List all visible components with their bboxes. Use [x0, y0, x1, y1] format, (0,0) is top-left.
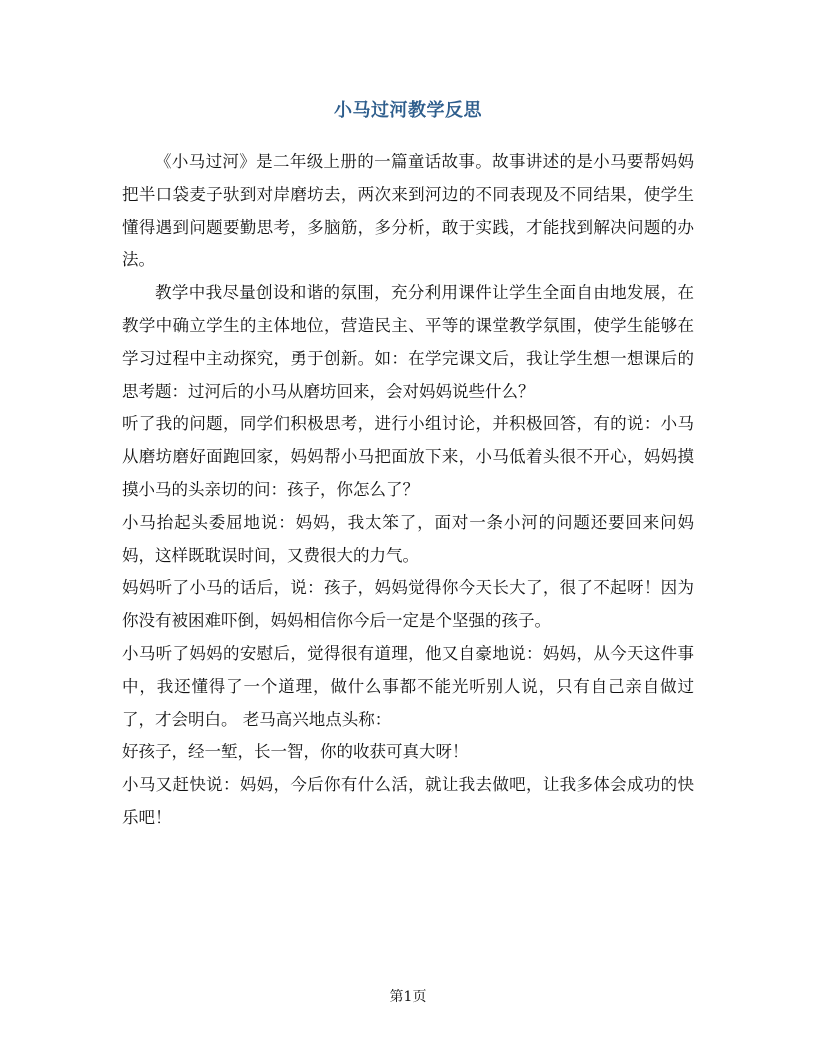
- page-number: 第1页: [389, 989, 427, 1005]
- paragraph-intro: 《小马过河》是二年级上册的一篇童话故事。故事讲述的是小马要帮妈妈把半口袋麦子驮到对岸磨坊去，两次来到河边的不同表现及不同结果，使学生懂得遇到问题要勤思考，多脑筋，多分析，敢于实践，才能找到解决问题的办法。: [122, 152, 694, 270]
- document-body: [122, 146, 694, 835]
- paragraph-pony-closing: 小马又赶快说：妈妈，今后你有什么活，就让我去做吧，让我多体会成功的快乐吧！: [122, 775, 694, 827]
- paragraph-old-horse-praise: 好孩子，经一堑，长一智，你的收获可真大呀！: [122, 742, 469, 762]
- paragraph-pony-lesson: 小马听了妈妈的安慰后，觉得很有道理，他又自豪地说：妈妈，从今天这件事中，我还懂得了一个道理，做什么事都不能光听别人说，只有自己亲自做过了，才会明白。 老马高兴地点头称：: [122, 643, 694, 729]
- paragraph-teaching: 教学中我尽量创设和谐的氛围，充分利用课件让学生全面自由地发展，在教学中确立学生的主体地位，营造民主、平等的课堂教学氛围，使学生能够在学习过程中主动探究，勇于创新。如：在学完课文后，我让学生想一想课后的思考题：过河后的小马从磨坊回来，会对妈妈说些什么？: [122, 283, 694, 401]
- document-title: 小马过河教学反思: [334, 100, 482, 121]
- paragraph-pony-reply: 小马抬起头委屈地说：妈妈，我太笨了，面对一条小河的问题还要回来问妈妈，这样既耽误时间，又费很大的力气。: [122, 512, 694, 565]
- paragraph-student-answer: 听了我的问题，同学们积极思考，进行小组讨论，并积极回答，有的说：小马从磨坊磨好面跑回家，妈妈帮小马把面放下来，小马低着头很不开心，妈妈摸摸小马的头亲切的问：孩子，你怎么了？: [122, 414, 694, 499]
- paragraph-mother-reply: 妈妈听了小马的话后，说：孩子，妈妈觉得你今天长大了，很了不起呀！因为你没有被困难吓倒，妈妈相信你今后一定是个坚强的孩子。: [122, 578, 694, 631]
